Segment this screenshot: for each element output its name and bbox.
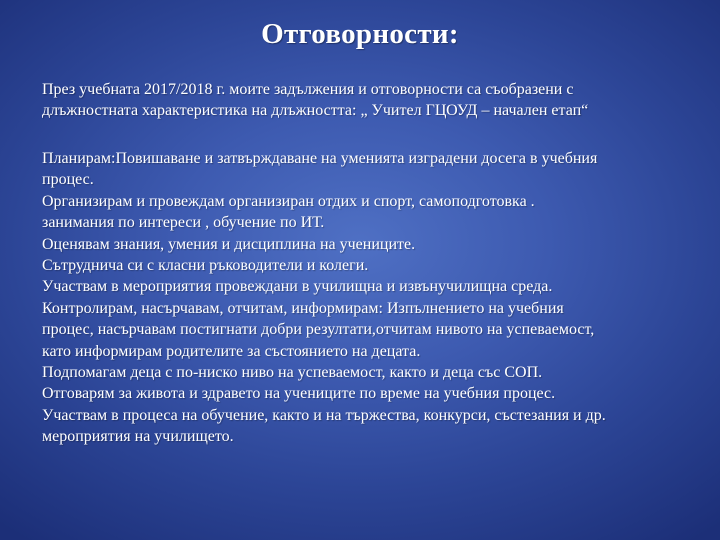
text-line: мероприятия на училището. xyxy=(42,428,234,446)
text-line: занимания по интереси , обучение по ИТ. xyxy=(42,214,325,232)
responsibilities-list xyxy=(42,148,692,448)
text-line: Участвам в процеса на обучение, както и на тържества, конкурси, състезания и др. xyxy=(42,406,606,424)
text-line: Участвам в мероприятия провеждани в училищна и извънучилищна среда. xyxy=(42,278,553,296)
text-line: процес, насърчавам постигнати добри резултати,отчитам нивото на успеваемост, xyxy=(42,321,595,339)
intro-paragraph xyxy=(42,79,692,121)
text-line: Планирам:Повишаване и затвърждаване на уменията изградени досега в учебния xyxy=(42,150,598,167)
text-line: Оценявам знания, умения и дисциплина на учениците. xyxy=(42,235,416,253)
intro-line: длъжностната характеристика на длъжността: „ Учител ГЦОУД – начален етап“ xyxy=(42,102,589,119)
slide-title: Отговорности: xyxy=(261,18,459,50)
text-line: като информирам родителите за състоянието на децата. xyxy=(42,342,421,360)
text-line: Организирам и провеждам организиран отдих и спорт, самоподготовка . xyxy=(42,192,535,210)
text-line: Сътруднича си с класни ръководители и колеги. xyxy=(42,257,369,275)
text-line: Отговарям за живота и здравето на учениците по време на учебния процес. xyxy=(42,385,556,403)
text-line: Контролирам, насърчавам, отчитам, информирам: Изпълнението на учебния xyxy=(42,299,564,317)
text-line: процес. xyxy=(42,171,94,189)
text-line: Подпомагам деца с по-ниско ниво на успеваемост, както и деца със СОП. xyxy=(42,364,543,382)
intro-line: През учебната 2017/2018 г. моите задължения и отговорности са съобразени с xyxy=(42,81,574,98)
